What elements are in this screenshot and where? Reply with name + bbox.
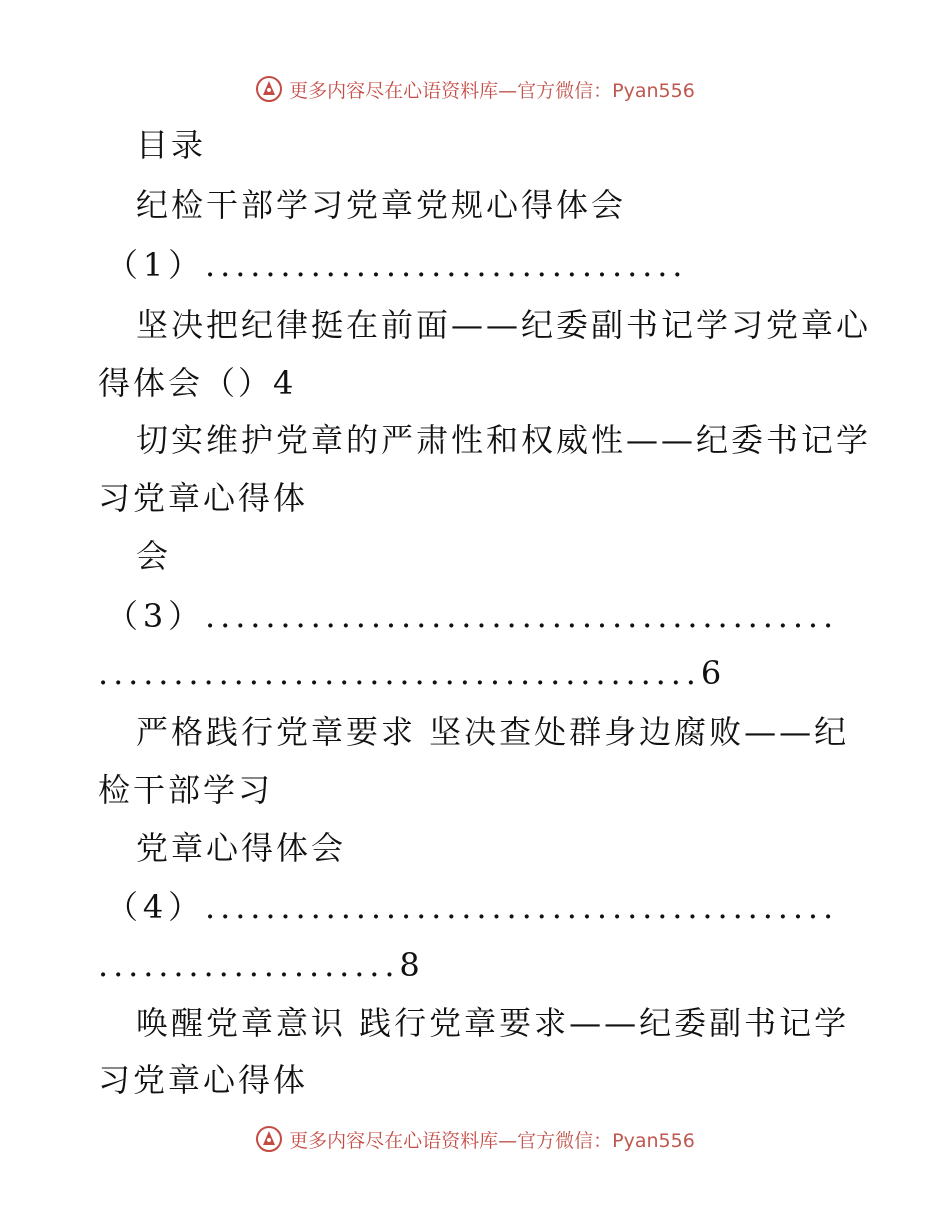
toc-entry-title-cont: 会 — [136, 537, 172, 575]
toc-entry-title-cont: 检干部学习 — [98, 771, 274, 809]
toc-entry-title-cont: 习党章心得体 — [98, 479, 309, 517]
toc-leader-line: ....................8 — [98, 946, 425, 984]
watermark-contact: —官方微信：Pyan556 — [498, 1129, 695, 1152]
toc-heading: 目录 — [136, 126, 207, 164]
footer-watermark — [0, 1124, 950, 1154]
toc-leader-line: ........................................6 — [98, 654, 727, 692]
toc-entry-title: 严格践行党章要求 坚决查处群身边腐败——纪 — [136, 713, 850, 751]
watermark-brand: 更多内容尽在心语资料库 — [289, 1129, 499, 1152]
toc-entry-title: 纪检干部学习党章党规心得体会 — [136, 186, 627, 224]
toc-entry-title: 坚决把纪律挺在前面——纪委副书记学习党章心 — [136, 306, 872, 344]
toc-leader-line: （1）................................ — [106, 246, 688, 284]
toc-entry-title-cont: 得体会（）4 — [98, 364, 297, 402]
toc-leader-line: （4）.......................................... — [106, 888, 839, 926]
watermark-contact: —官方微信：Pyan556 — [498, 79, 695, 102]
fountain-pen-nib-icon — [255, 75, 283, 103]
toc-entry-title: 切实维护党章的严肃性和权威性——纪委书记学 — [136, 421, 872, 459]
header-watermark — [0, 74, 950, 104]
toc-entry-title-cont: 习党章心得体 — [98, 1061, 309, 1099]
watermark-brand: 更多内容尽在心语资料库 — [289, 79, 499, 102]
toc-entry-title-cont: 党章心得体会 — [136, 829, 347, 867]
toc-entry-title: 唤醒党章意识 践行党章要求——纪委副书记学 — [136, 1004, 850, 1042]
toc-leader-line: （3）.......................................... — [106, 597, 839, 635]
fountain-pen-nib-icon — [255, 1125, 283, 1153]
